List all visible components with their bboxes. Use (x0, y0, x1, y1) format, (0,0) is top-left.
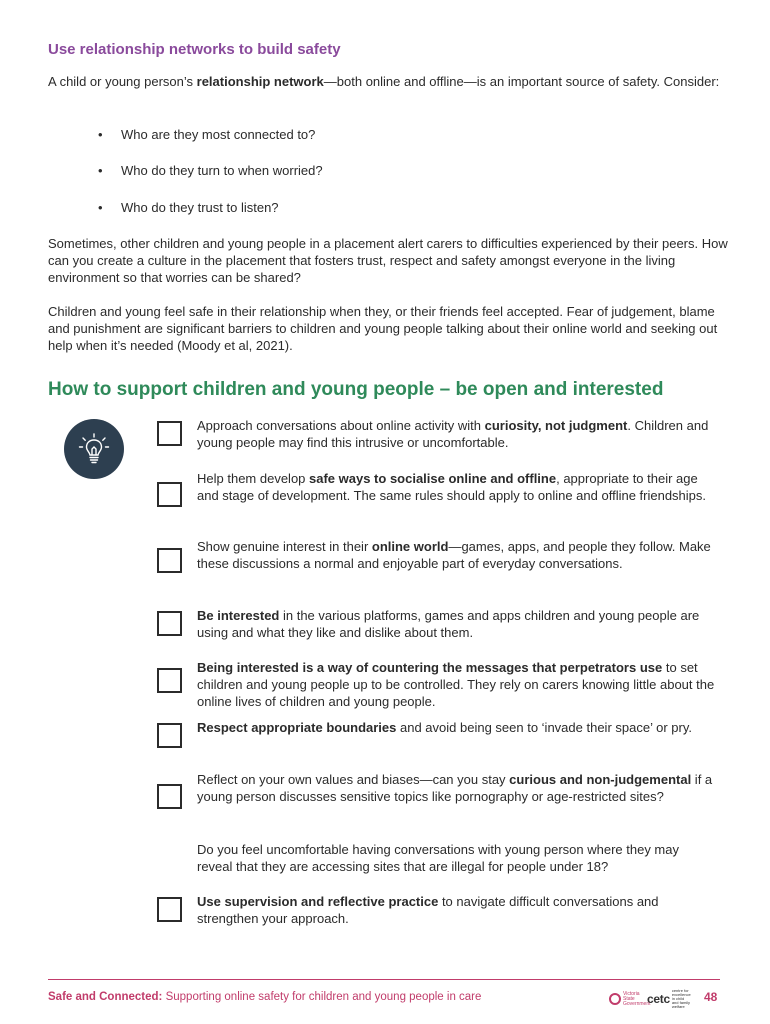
section-heading-support: How to support children and young people – be open and interested (48, 379, 664, 400)
item-text: Help them develop (197, 471, 310, 486)
vic-gov-logo-text: Victoria State Government (623, 990, 651, 1007)
bullet-text: Who do they turn to when worried? (121, 163, 323, 178)
vic-gov-logo-icon (609, 993, 621, 1005)
item-text: Do you feel uncomfortable having conversations with young person where they may reveal that they are accessing sites that are illegal for people under 18? (197, 842, 679, 874)
item-text: in the various platforms, games and apps children and young people are using and what they like and dislike about them. (197, 608, 700, 640)
checklist-item (197, 841, 717, 875)
cetc-logo-subtext: centre for excellence in child and family welfare (671, 988, 691, 1009)
footer-title (48, 991, 481, 1003)
item-text: to navigate difficult conversations and strengthen your approach. (197, 894, 659, 926)
item-text: , appropriate to their age and stage of development. The same rules should apply to online and offline friendships. (197, 471, 707, 503)
bullet-item (98, 126, 315, 143)
item-text: Approach conversations about online activity with (197, 418, 485, 433)
intro-text: A child or young person’s (48, 74, 197, 89)
checklist-item (197, 470, 717, 504)
intro-text-end: —both online and offline—is an important source of safety. Consider: (323, 74, 720, 89)
item-text: to set children and young people up to be controlled. They rely on carers knowing little about the online lives of children and young people. (197, 660, 715, 709)
page-number: 48 (704, 990, 718, 1004)
intro-paragraph (48, 73, 728, 90)
checklist-item (197, 607, 717, 641)
footer-divider (48, 979, 720, 980)
checklist-item (197, 538, 717, 572)
item-bold: online world (371, 539, 449, 554)
footer-logos (609, 989, 692, 1009)
checklist-item (197, 771, 717, 805)
checkbox[interactable] (157, 548, 182, 573)
item-bold: curiosity, not judgment (484, 418, 628, 433)
bullet-item (98, 162, 323, 179)
checkbox[interactable] (157, 723, 182, 748)
checkbox[interactable] (157, 611, 182, 636)
section-heading-relationship: Use relationship networks to build safety (48, 41, 341, 58)
checklist-item (197, 893, 717, 927)
footer-title-bold: Safe and Connected: (48, 991, 163, 1003)
item-text: Reflect on your own values and biases—can you stay (197, 772, 510, 787)
item-bold: Being interested is a way of countering the messages that perpetrators use (197, 660, 663, 675)
item-bold: Use supervision and reflective practice (197, 894, 439, 909)
intro-bold: relationship network (196, 74, 324, 89)
bullet-item (98, 199, 279, 216)
cetc-logo-text: cetc (647, 992, 670, 1006)
lightbulb-icon (64, 419, 124, 479)
item-text: . Children and young people may find this intrusive or uncomfortable. (197, 418, 709, 450)
checkbox[interactable] (157, 482, 182, 507)
lightbulb-icon-graphic (77, 432, 111, 466)
checkbox[interactable] (157, 897, 182, 922)
bullet-text: Who are they most connected to? (121, 127, 316, 142)
paragraph-culture: Sometimes, other children and young people in a placement alert carers to difficulties experienced by their peers. How can you create a culture in the placement that fosters trust, respect and safety amongst everyone in the living environment so that worries can be shared? (48, 236, 728, 285)
bullet-dot: • (98, 163, 103, 178)
cetc-logo (647, 989, 692, 1009)
checkbox[interactable] (157, 421, 182, 446)
checklist-item (197, 417, 717, 451)
item-bold: Respect appropriate boundaries (197, 720, 397, 735)
checklist-item (197, 659, 717, 710)
checkbox[interactable] (157, 784, 182, 809)
item-text: Show genuine interest in their (197, 539, 372, 554)
checkbox[interactable] (157, 668, 182, 693)
paragraph-feel-safe: Children and young feel safe in their relationship when they, or their friends feel accepted. Fear of judgement, blame and punishment are significant barriers to children and young people talking about their online world and seeking out help when it’s needed (Moody et al, 2021). (48, 304, 718, 353)
item-bold: curious and non-judgemental (509, 772, 692, 787)
footer-title-rest: Supporting online safety for children and young people in care (162, 991, 482, 1003)
item-text: if a young person discusses sensitive topics like pornography or age-restricted sites? (197, 772, 713, 804)
item-text: —games, apps, and people they follow. Make these discussions a normal and enjoyable part of everyday conversations. (197, 539, 711, 571)
item-bold: Be interested (197, 608, 280, 623)
bullet-dot: • (98, 200, 103, 215)
checklist-item (197, 719, 717, 736)
bullet-dot: • (98, 127, 103, 142)
vic-gov-logo (609, 990, 651, 1007)
item-text: and avoid being seen to ‘invade their space’ or pry. (396, 720, 692, 735)
bullet-text: Who do they trust to listen? (121, 200, 279, 215)
item-bold: safe ways to socialise online and offline (309, 471, 557, 486)
